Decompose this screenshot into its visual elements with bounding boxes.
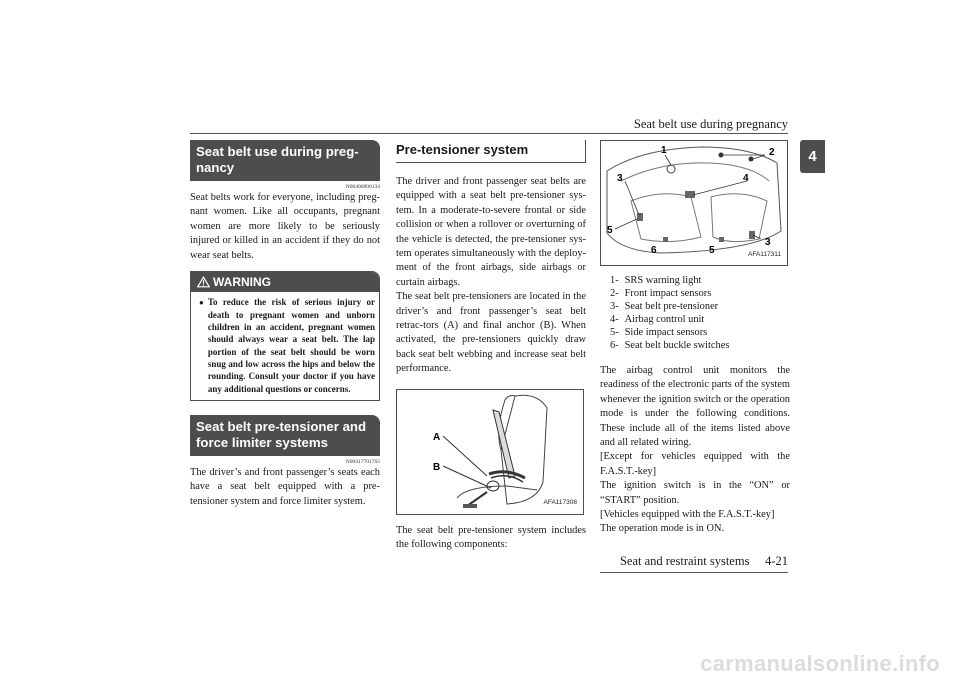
warning-box	[190, 271, 380, 401]
paragraph-condition-2: The ignition switch is in the “ON” or “START” position.	[600, 480, 790, 506]
warning-text: To reduce the risk of serious injury or death to pregnant women and unborn children in an accident, pregnant women should always wear a seat belt. The lap portion of the seat belt should be worn snug and low across the hips and below the rounding. Consult your doctor if you have any additional questions or concerns.	[207, 297, 375, 394]
vehicle-components-illustration	[601, 141, 787, 265]
figure-label-2: 2	[769, 147, 775, 158]
column-right	[600, 140, 790, 537]
warning-body	[191, 292, 379, 399]
legend-text: Airbag control unit	[624, 314, 705, 325]
list-item	[610, 300, 790, 313]
page-header-title: Seat belt use during pregnancy	[633, 117, 788, 131]
section-heading-pretensioner-system: Pre-tensioner system	[396, 140, 586, 163]
legend-text: SRS warning light	[624, 275, 702, 286]
legend-text: Side impact sensors	[624, 327, 708, 338]
legend-number: 5-	[610, 327, 619, 338]
figure-label-3b: 3	[765, 237, 771, 248]
paragraph-airbag-control: The airbag control unit monitors the readiness of the electronic parts of the system whenever the ignition switch or the operation mode is under the following conditions. These include all of the items listed above and all related wiring.	[600, 365, 790, 449]
figure-label-b: B	[433, 461, 441, 473]
figure-system-components	[600, 140, 788, 266]
list-item	[610, 313, 790, 326]
section-code: N00406800134	[345, 184, 380, 190]
paragraph-condition-1: [Except for vehicles equipped with the F.A.S.T.-key]	[600, 451, 790, 477]
paragraph-pretensioner-location: The seat belt pre-tensioners are located in the driver’s and front passenger’s seat belt retrac-tors (A) and final anchor (B). When activated, the pre-tensioners quickly draw back seat belt webbing and increase seat belt performance.	[396, 291, 586, 375]
footer-page-number: 4-21	[765, 554, 788, 568]
column-middle	[396, 140, 586, 553]
figure-label-6: 6	[651, 245, 657, 256]
list-item	[610, 339, 790, 352]
legend-number: 2-	[610, 288, 619, 299]
paragraph-pretensioner-intro: The driver’s and front passenger’s seats each have a seat belt equipped with a pre-tensioner system and force limiter system.	[190, 466, 380, 507]
paragraph-pretensioner-operation: The driver and front passenger seat belts are equipped with a seat belt pre-tensioner sys-tem. In a moderate-to-severe frontal or side collision or when a rollover or overturning of the vehicle is detected, the pre-tensioner sys-tem operates simultaneously with the deploy-ment of the front airbags, side airbags or curtain airbags.	[396, 176, 586, 288]
header-divider	[190, 133, 788, 134]
paragraph-condition-4: The operation mode is in ON.	[600, 523, 725, 535]
figure-seat-belt-retractor	[396, 389, 584, 515]
paragraph-components-intro: The seat belt pre-tensioner system includes the following components:	[396, 524, 586, 551]
figure-label-5b: 5	[709, 245, 715, 256]
legend-text: Front impact sensors	[624, 288, 712, 299]
list-item	[610, 326, 790, 339]
figure-code: AFA117308	[543, 499, 577, 507]
warning-header	[191, 272, 379, 292]
list-item	[610, 274, 790, 287]
paragraph-pregnancy: Seat belts work for everyone, including preg-nant women. Like all occupants, pregnant women are more likely to be seriously injured or killed in an accident if they do not wear seat belts.	[190, 192, 380, 261]
page-footer	[620, 554, 788, 569]
watermark: carmanualsonline.info	[700, 651, 940, 676]
legend-number: 3-	[610, 301, 619, 312]
figure-code: AFA117311	[747, 250, 781, 258]
legend-number: 6-	[610, 340, 619, 351]
bullet-icon: ●	[199, 298, 204, 308]
legend-number: 4-	[610, 314, 619, 325]
figure-label-5: 5	[607, 225, 613, 236]
section-heading-pretensioner-limiter: Seat belt pre-tensioner and force limiter systems	[190, 415, 380, 456]
legend-text: Seat belt buckle switches	[624, 340, 730, 351]
figure-label-a: A	[433, 431, 441, 443]
section-heading-pregnancy: Seat belt use during preg-nancy	[190, 140, 380, 181]
warning-label: WARNING	[213, 275, 271, 290]
section-code: N00417701765	[345, 458, 380, 465]
figure-label-4: 4	[743, 173, 749, 184]
figure-label-1: 1	[661, 145, 667, 156]
seat-illustration	[397, 390, 583, 514]
legend-text: Seat belt pre-tensioner	[624, 301, 719, 312]
footer-divider	[600, 572, 788, 573]
legend-number: 1-	[610, 275, 619, 286]
paragraph-condition-3: [Vehicles equipped with the F.A.S.T.-key]	[600, 509, 775, 521]
footer-section: Seat and restraint systems	[619, 554, 750, 568]
figure-label-3: 3	[617, 173, 623, 184]
warning-triangle-icon	[197, 276, 210, 288]
chapter-tab[interactable]: 4	[800, 140, 825, 173]
column-left	[190, 140, 380, 509]
components-legend	[600, 274, 790, 352]
list-item	[610, 287, 790, 300]
